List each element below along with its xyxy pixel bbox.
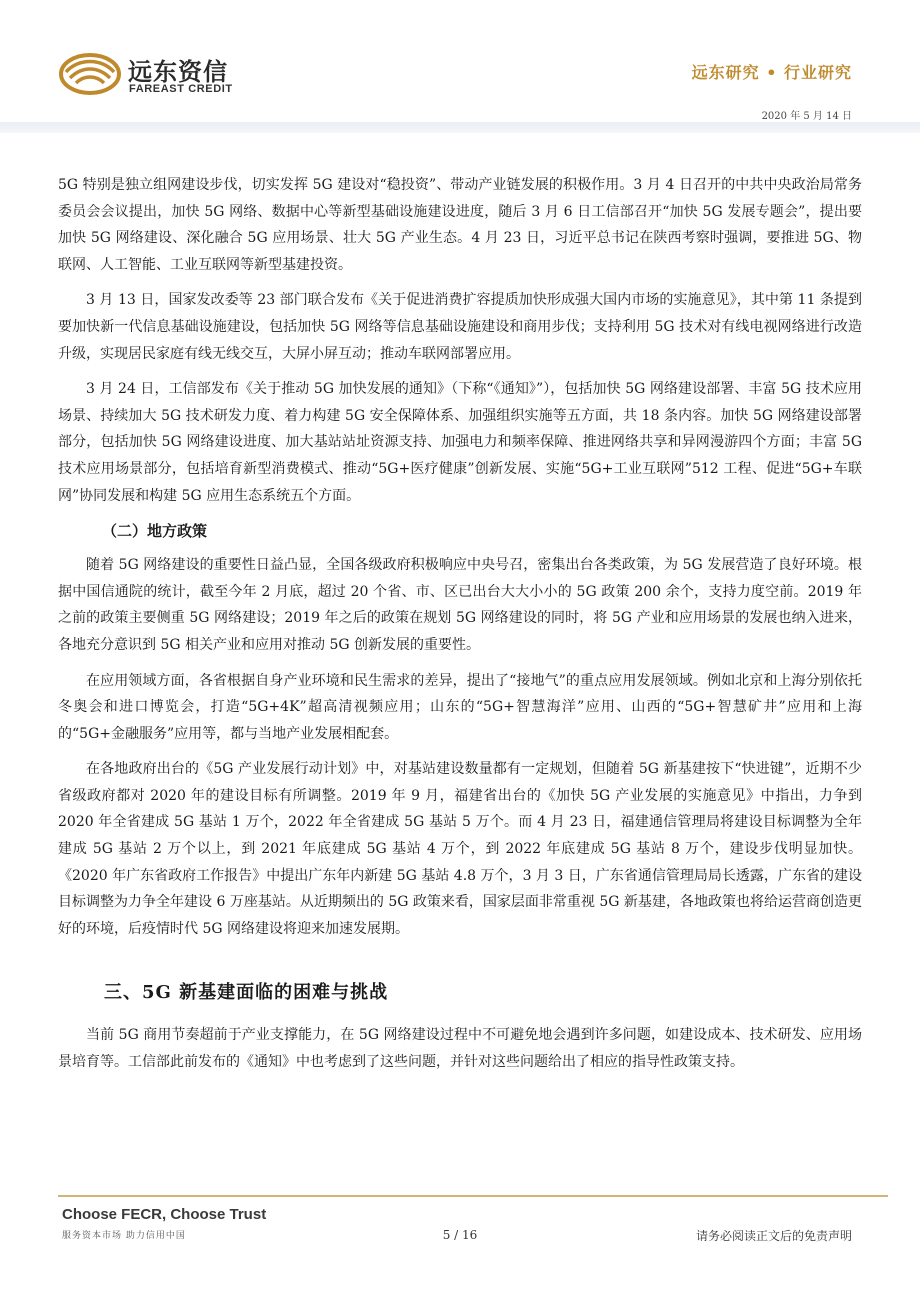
- page-header: [0, 0, 920, 130]
- logo-chinese-name: 远东资信: [128, 58, 228, 86]
- report-date: 2020 年 5 月 14 日: [761, 111, 852, 122]
- paragraph-local-policy-overview: 随着 5G 网络建设的重要性日益凸显，全国各级政府积极响应中央号召，密集出台各类政策，为 5G 发展营造了良好环境。根据中国信通院的统计，截至今年 2 月底，超过 20 个省、市、区已出台大大小小的 5G 政策 200 余个，支持力度空前。2019 年之前的政策主要侧重 5G 网络建设；2019 年之后的政策在规划 5G 网络建设的同时，将 5G 产业和应用场景的发展也纳入进来，各地充分意识到 5G 相关产业和应用对推动 5G 创新发展的重要性。: [58, 557, 862, 653]
- page-number: 5 / 16: [442, 1228, 478, 1242]
- header-divider-band: [0, 122, 920, 133]
- fareast-credit-logo: [58, 50, 238, 102]
- paragraph-base-station-targets: 在各地政府出台的《5G 产业发展行动计划》中，对基站建设数量都有一定规划，但随着 5G 新基建按下“快进键”，近期不少省级政府都对 2020 年的建设目标有所调整。2019 年 9 月，福建省出台的《加快 5G 产业发展的实施意见》中指出，力争到 2020 年全省建成 5G 基站 1 万个，2022 年全省建成 5G 基站 5 万个。而 4 月 23 日，福建通信管理局将建设目标调整为全年建成 5G 基站 2 万个以上，到 2021 年底建成 5G 基站 4 万个，到 2022 年底建成 5G 基站 8 万个，建设步伐明显加快。《2020 年广东省政府工作报告》中提出广东年内新建 5G 基站 4.8 万个，3 月 3 日，广东省通信管理局局长透露，广东省的建设目标调整为力争全年建设 6 万座基站。从近期频出的 5G 政策来看，国家层面非常重视 5G 新基建，各地政策也将给运营商创造更好的环境，后疫情时代 5G 网络建设将迎来加速发展期。: [58, 761, 862, 937]
- logo-mark-icon: [58, 50, 122, 98]
- paragraph-application-fields: 在应用领域方面，各省根据自身产业环境和民生需求的差异，提出了“接地气”的重点应用发展领域。例如北京和上海分别依托冬奥会和进口博览会，打造“5G+4K”超高清视频应用；山东的“5G+智慧海洋”应用、山西的“5G+智慧矿井”应用和上海的“5G+金融服务”应用等，都与当地产业发展相配套。: [58, 672, 862, 742]
- section-heading-challenges: 三、5G 新基建面临的困难与挑战: [104, 982, 389, 1004]
- paragraph-challenges-intro: 当前 5G 商用节奏超前于产业支撑能力，在 5G 网络建设过程中不可避免地会遇到许多问题，如建设成本、技术研发、应用场景培育等。工信部此前发布的《通知》中也考虑到了这些问题，并针对这些问题给出了相应的指导性政策支持。: [58, 1027, 862, 1071]
- paragraph-national-policy-continued: 5G 特别是独立组网建设步伐，切实发挥 5G 建设对“稳投资”、带动产业链发展的积极作用。3 月 4 日召开的中共中央政治局常务委员会会议提出，加快 5G 网络、数据中心等新型基础设施建设进度，随后 3 月 6 日工信部召开“加快 5G 发展专题会”，提出要加快 5G 网络建设、深化融合 5G 应用场景、壮大 5G 产业生态。4 月 23 日，习近平总书记在陕西考察时强调，要推进 5G、物联网、人工智能、工业互联网等新型基建投资。: [58, 177, 862, 273]
- report-series-title: 远东研究 • 行业研究: [691, 63, 852, 82]
- footer-slogan-english: Choose FECR, Choose Trust: [62, 1206, 267, 1223]
- paragraph-ndrc-opinion: 3 月 13 日，国家发改委等 23 部门联合发布《关于促进消费扩容提质加快形成强大国内市场的实施意见》，其中第 11 条提到要加快新一代信息基础设施建设，包括加快 5G 网络等信息基础设施建设和商用步伐；支持利用 5G 技术对有线电视网络进行改造升级，实现居民家庭有线无线交互，大屏小屏互动；推动车联网部署应用。: [58, 292, 862, 362]
- document-body: [58, 172, 862, 1085]
- footer-divider: [58, 1195, 888, 1197]
- subheading-local-policy: （二）地方政策: [102, 522, 208, 541]
- logo-english-name: FAREAST CREDIT: [129, 83, 233, 95]
- footer-slogan-chinese: 服务资本市场 助力信用中国: [62, 1231, 186, 1241]
- footer-disclaimer: 请务必阅读正文后的免责声明: [695, 1229, 852, 1243]
- paragraph-miit-notice: 3 月 24 日，工信部发布《关于推动 5G 加快发展的通知》（下称“《通知》”），包括加快 5G 网络建设部署、丰富 5G 技术应用场景、持续加大 5G 技术研发力度、着力构建 5G 安全保障体系、加强组织实施等五方面，共 18 条内容。加快 5G 网络建设部署部分，包括加快 5G 网络建设进度、加大基站站址资源支持、加强电力和频率保障、推进网络共享和异网漫游四个方面；丰富 5G 技术应用场景部分，包括培育新型消费模式、推动“5G+医疗健康”创新发展、实施“5G+工业互联网”512 工程、促进“5G+车联网”协同发展和构建 5G 应用生态系统五个方面。: [58, 381, 862, 504]
